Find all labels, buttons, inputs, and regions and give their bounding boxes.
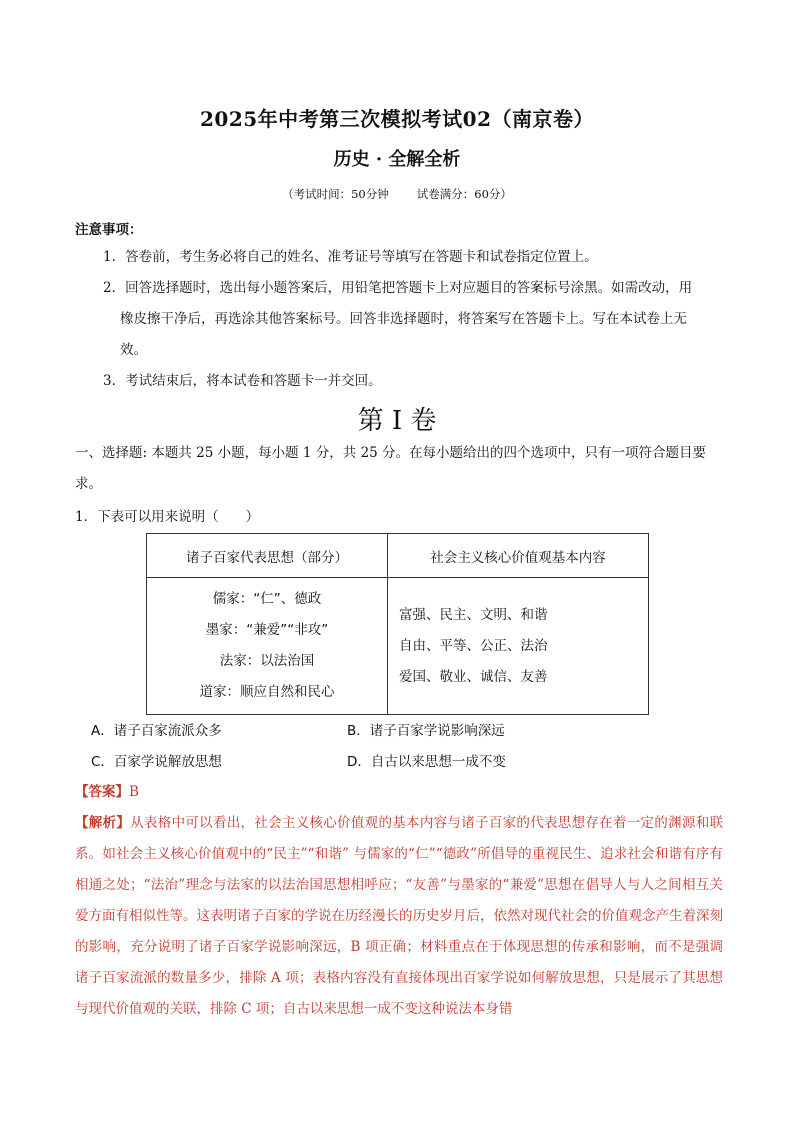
table-row [147, 578, 649, 715]
question-stem: 1．下表可以用来说明（ ） [75, 509, 260, 525]
notice-item-1: 1．答卷前，考生务必将自己的姓名、准考证号等填写在答题卡和试卷指定位置上。 [103, 249, 598, 265]
table-cell-line: 富强、民主、文明、和谐 [399, 606, 548, 623]
table-cell-line: 墨家：“兼爱”“非攻” [205, 622, 329, 638]
volume-heading: 第 I 卷 [357, 406, 437, 436]
notice-item-3: 3．考试结束后，将本试卷和答题卡一并交回。 [103, 373, 382, 389]
notice-item-2-line-1: 2．回答选择题时，选出每小题答案后，用铅笔把答题卡上对应题目的答案标号涂黑。如需改动，用 [103, 280, 693, 296]
table-cell [147, 578, 388, 715]
table-cell-line: 法家：以法治国 [219, 653, 315, 669]
question-table [146, 533, 649, 715]
option-c: C．百家学说解放思想 [91, 754, 222, 770]
table-header: 社会主义核心价值观基本内容 [388, 534, 649, 578]
option-d: D．自古以来思想一成不变 [347, 754, 506, 770]
table-cell-line: 儒家：“仁”、德政 [212, 591, 322, 607]
table-cell [388, 578, 649, 715]
notice-item-2-line-3: 效。 [120, 342, 147, 358]
analysis-body: 从表格中可以看出，社会主义核心价值观的基本内容与诸子百家的代表思想存在着一定的渊源和联系。如社会主义核心价值观中的“民主”“和谐” 与儒家的“仁”“德政”所倡导的重视民生、追求社会和谐有序有相通之处；“法治”理念与法家的以法治国思想相呼应；“友善”与墨家的“兼爱”思想在倡导人与人之间相互关爱方面有相似性等。这表明诸子百家的学说在历经漫长的历史岁月后，依然对现代社会的价值观念产生着深刻的影响，充分说明了诸子百家学说影响深远，B 项正确；材料重点在于体现思想的传承和影响，而不是强调诸子百家流派的数量多少，排除 A 项；表格内容没有直接体现出百家学说如何解放思想，只是展示了其思想与现代价值观的关联，排除 C 项；自古以来思想一成不变这种说法本身错 [75, 815, 724, 1017]
answer-value: B [129, 784, 139, 800]
exam-info [0, 186, 794, 202]
section-instructions: 一、选择题: 本题共 25 小题，每小题 1 分，共 25 分。在每小题给出的四个选项中，只有一项符合题目要求。 [75, 445, 707, 492]
page-title: 2025年中考第三次模拟考试02（南京卷） [200, 107, 594, 131]
table-header-row [147, 534, 649, 578]
answer-tag: 【答案】 [75, 784, 129, 800]
notice-heading: 注意事项： [75, 222, 143, 238]
option-b: B．诸子百家学说影响深远 [347, 723, 505, 739]
answer-line [75, 780, 139, 800]
exam-score: 试卷满分：60分） [416, 187, 512, 201]
page-subtitle: 历史 · 全解全析 [333, 149, 461, 170]
notice-item-2-line-2: 橡皮擦干净后，再选涂其他答案标号。回答非选择题时，将答案写在答题卡上。写在本试卷上无 [120, 311, 687, 327]
exam-time: （考试时间：50分钟 [282, 187, 389, 201]
table-cell-line: 爱国、敬业、诚信、友善 [399, 668, 548, 685]
analysis-text [75, 808, 723, 1025]
table-cell-line: 道家：顺应自然和民心 [199, 684, 335, 700]
notice-item-2 [103, 273, 723, 366]
table-header: 诸子百家代表思想（部分） [147, 534, 388, 578]
table-cell-line: 自由、平等、公正、法治 [399, 637, 548, 654]
analysis-tag: 【解析】 [75, 815, 131, 831]
option-a: A．诸子百家流派众多 [91, 723, 222, 739]
